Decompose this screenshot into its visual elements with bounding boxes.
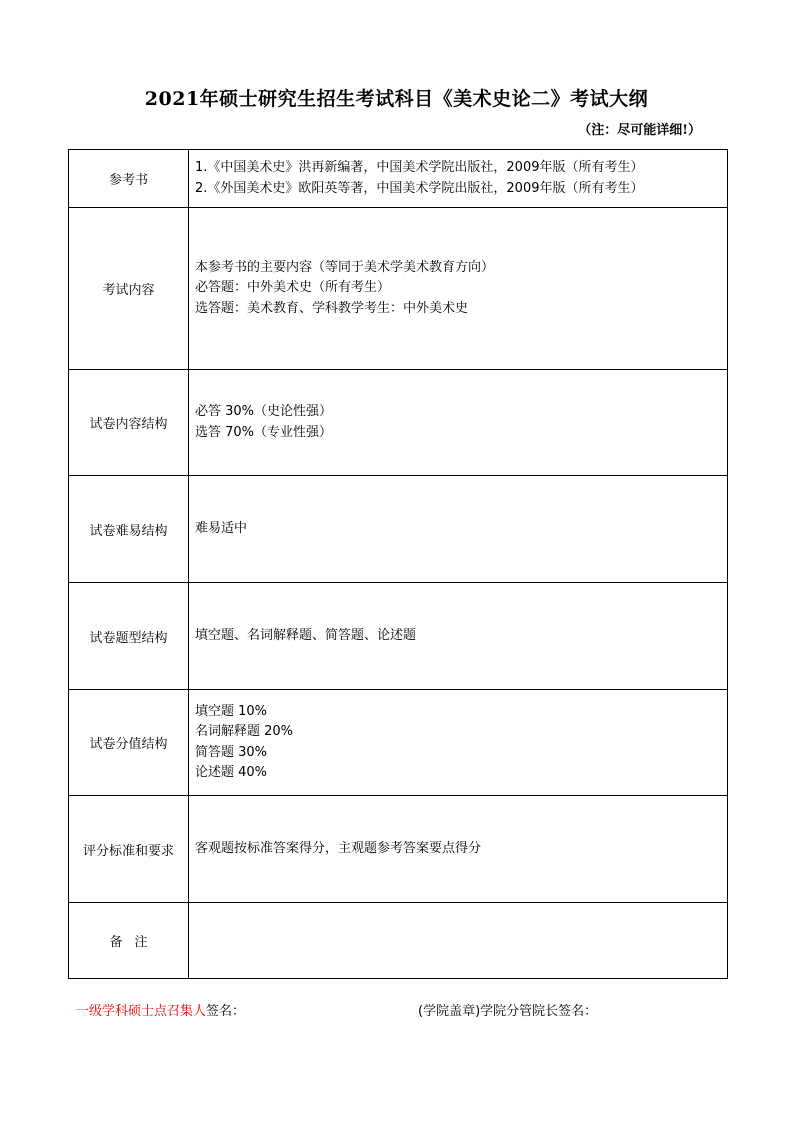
row-label: 试卷内容结构 [69,370,189,476]
row-label: 试卷题型结构 [69,583,189,690]
convener-signature-label: 签名： [206,1004,246,1019]
row-label: 考试内容 [69,208,189,370]
document-note: （注：尽可能详细!） [578,123,701,138]
content-line: 1.《中国美术史》洪再新编著，中国美术学院出版社，2009年版（所有考生） [195,160,644,175]
document-title: 2021年硕士研究生招生考试科目《美术史论二》考试大纲 [144,88,649,110]
row-content [189,690,728,796]
table-row-difficulty-structure [69,476,728,583]
content-line: 填空题、名词解释题、简答题、论述题 [195,627,417,643]
row-content [189,476,728,583]
table-row-reference-books [69,150,728,208]
row-content [189,796,728,903]
content-line: 2.《外国美术史》欧阳英等著，中国美术学院出版社，2009年版（所有考生） [195,180,644,196]
content-line: 难易适中 [195,520,248,536]
row-label [69,903,189,979]
table-row-exam-content [69,208,728,370]
table-row-score-structure [69,690,728,796]
dean-signature-line: (学院盖章)学院分管院长签名： [418,1004,598,1019]
content-line: 选答 70%（专业性强） [195,424,333,440]
content-line: 选答题：美术教育、学科教学考生：中外美术史 [195,300,469,316]
row-content [189,208,728,370]
row-label: 试卷分值结构 [69,690,189,796]
row-content [189,583,728,690]
table-row-grading-criteria [69,796,728,903]
row-content-empty [189,903,728,979]
exam-outline-table [68,149,728,979]
table-row-content-structure [69,370,728,476]
table-row-question-types [69,583,728,690]
content-line: 必答 30%（史论性强） [195,404,333,419]
row-content [189,370,728,476]
content-line: 客观题按标准答案得分，主观题参考答案要点得分 [195,840,482,856]
convener-title: 一级学科硕士点召集人 [76,1004,207,1019]
row-content [189,150,728,208]
content-line: 本参考书的主要内容（等同于美术学美术教育方向） [195,259,495,275]
content-line: 填空题 10% [195,703,268,719]
content-line: 必答题：中外美术史（所有考生） [195,280,391,296]
content-line: 论述题 40% [195,765,268,780]
remarks-label: 备注 [109,935,160,950]
row-label: 参考书 [69,150,189,208]
table-row-remarks [69,903,728,979]
convener-signature-line [76,1000,245,1019]
content-line: 名词解释题 20% [195,724,294,739]
row-label: 评分标准和要求 [69,796,189,903]
row-label: 试卷难易结构 [69,476,189,583]
content-line: 简答题 30% [195,744,268,760]
